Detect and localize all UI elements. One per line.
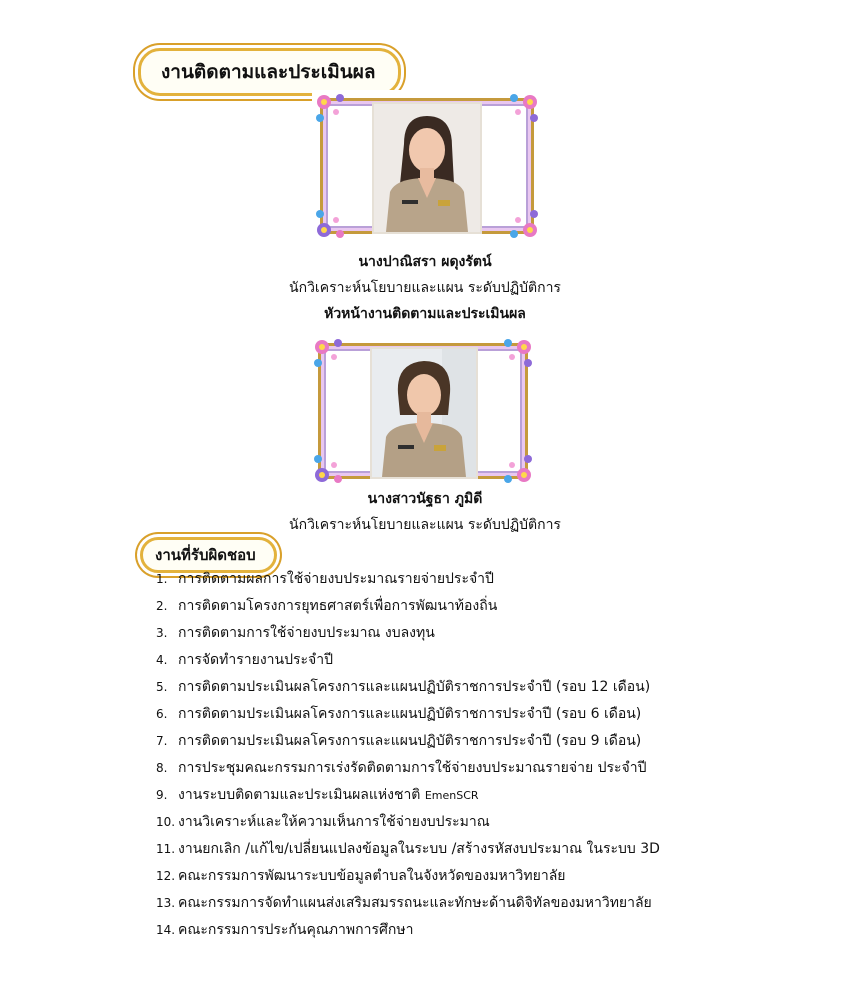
item-text: การประชุมคณะกรรมการเร่งรัดติดตามการใช้จ่ายงบประมาณรายจ่าย ประจำปี: [178, 760, 647, 776]
portrait-photo: [372, 102, 482, 234]
list-item: [156, 647, 660, 674]
item-text: การติดตามประเมินผลโครงการและแผนปฏิบัติราชการประจำปี (รอบ 6 เดือน): [178, 706, 642, 722]
item-number: 11.: [156, 842, 176, 856]
item-number: 13.: [156, 896, 176, 910]
person-card: [0, 249, 850, 327]
flower-icon: [312, 90, 356, 134]
item-text: การติดตามประเมินผลโครงการและแผนปฏิบัติราชการประจำปี (รอบ 9 เดือน): [178, 733, 642, 749]
list-item: [156, 809, 660, 836]
item-number: 6.: [156, 707, 168, 721]
person-position: นักวิเคราะห์นโยบายและแผน ระดับปฏิบัติการ: [289, 517, 561, 533]
item-text: คณะกรรมการจัดทำแผนส่งเสริมสมรรถนะและทักษะด้านดิจิทัลของมหาวิทยาลัย: [178, 895, 652, 911]
flower-icon: [310, 335, 354, 379]
list-item: [156, 593, 660, 620]
list-item: [156, 701, 660, 728]
portrait-frame: [312, 90, 542, 242]
person-card: [0, 486, 850, 538]
item-number: 7.: [156, 734, 168, 748]
list-item: [156, 566, 660, 593]
item-number: 4.: [156, 653, 168, 667]
item-number: 1.: [156, 572, 168, 586]
item-text: การติดตามผลการใช้จ่ายงบประมาณรายจ่ายประจำปี: [178, 571, 494, 587]
list-item: [156, 674, 660, 701]
list-item: [156, 890, 660, 917]
banner-plate: [138, 48, 401, 96]
flower-icon: [310, 443, 354, 487]
list-item: [156, 755, 660, 782]
portrait-photo: [370, 347, 478, 479]
item-suffix: EmenSCR: [424, 789, 479, 802]
item-text: งานวิเคราะห์และให้ความเห็นการใช้จ่ายงบประมาณ: [178, 814, 490, 830]
item-text: คณะกรรมการประกันคุณภาพการศึกษา: [178, 922, 414, 938]
item-number: 5.: [156, 680, 168, 694]
list-item: [156, 917, 660, 944]
list-item: [156, 728, 660, 755]
item-text: การติดตามการใช้จ่ายงบประมาณ งบลงทุน: [178, 625, 435, 641]
item-number: 10.: [156, 815, 176, 829]
item-text: การติดตามประเมินผลโครงการและแผนปฏิบัติราชการประจำปี (รอบ 12 เดือน): [178, 679, 651, 695]
item-number: 12.: [156, 869, 176, 883]
list-item: [156, 782, 660, 809]
list-item: [156, 863, 660, 890]
flower-icon: [498, 198, 542, 242]
item-text: การติดตามโครงการยุทธศาสตร์เพื่อการพัฒนาท้องถิ่น: [178, 598, 498, 614]
item-text: งานยกเลิก /แก้ไข/เปลี่ยนแปลงข้อมูลในระบบ /สร้างรหัสงบประมาณ ในระบบ 3D: [178, 841, 660, 857]
person-role: หัวหน้างานติดตามและประเมินผล: [324, 306, 526, 322]
responsibility-list: [156, 566, 660, 944]
list-item: [156, 836, 660, 863]
section-title: งานที่รับผิดชอบ: [155, 546, 256, 564]
list-item: [156, 620, 660, 647]
header-banner: [138, 48, 401, 96]
person-position: นักวิเคราะห์นโยบายและแผน ระดับปฏิบัติการ: [289, 280, 561, 296]
item-number: 14.: [156, 923, 176, 937]
flower-icon: [312, 198, 356, 242]
flower-icon: [498, 90, 542, 134]
flower-icon: [492, 443, 536, 487]
person-name: นางปาณิสรา ผดุงรัตน์: [358, 254, 492, 270]
item-number: 9.: [156, 788, 168, 802]
flower-icon: [492, 335, 536, 379]
item-number: 3.: [156, 626, 168, 640]
item-number: 8.: [156, 761, 168, 775]
item-text: การจัดทำรายงานประจำปี: [178, 652, 333, 668]
item-number: 2.: [156, 599, 168, 613]
portrait-frame: [310, 335, 536, 487]
person-name: นางสาวนัฐธา ภูมิดี: [367, 491, 483, 507]
item-text: งานระบบติดตามและประเมินผลแห่งชาติ: [178, 787, 421, 803]
page-title: งานติดตามและประเมินผล: [161, 61, 376, 83]
item-text: คณะกรรมการพัฒนาระบบข้อมูลตำบลในจังหวัดของมหาวิทยาลัย: [178, 868, 566, 884]
